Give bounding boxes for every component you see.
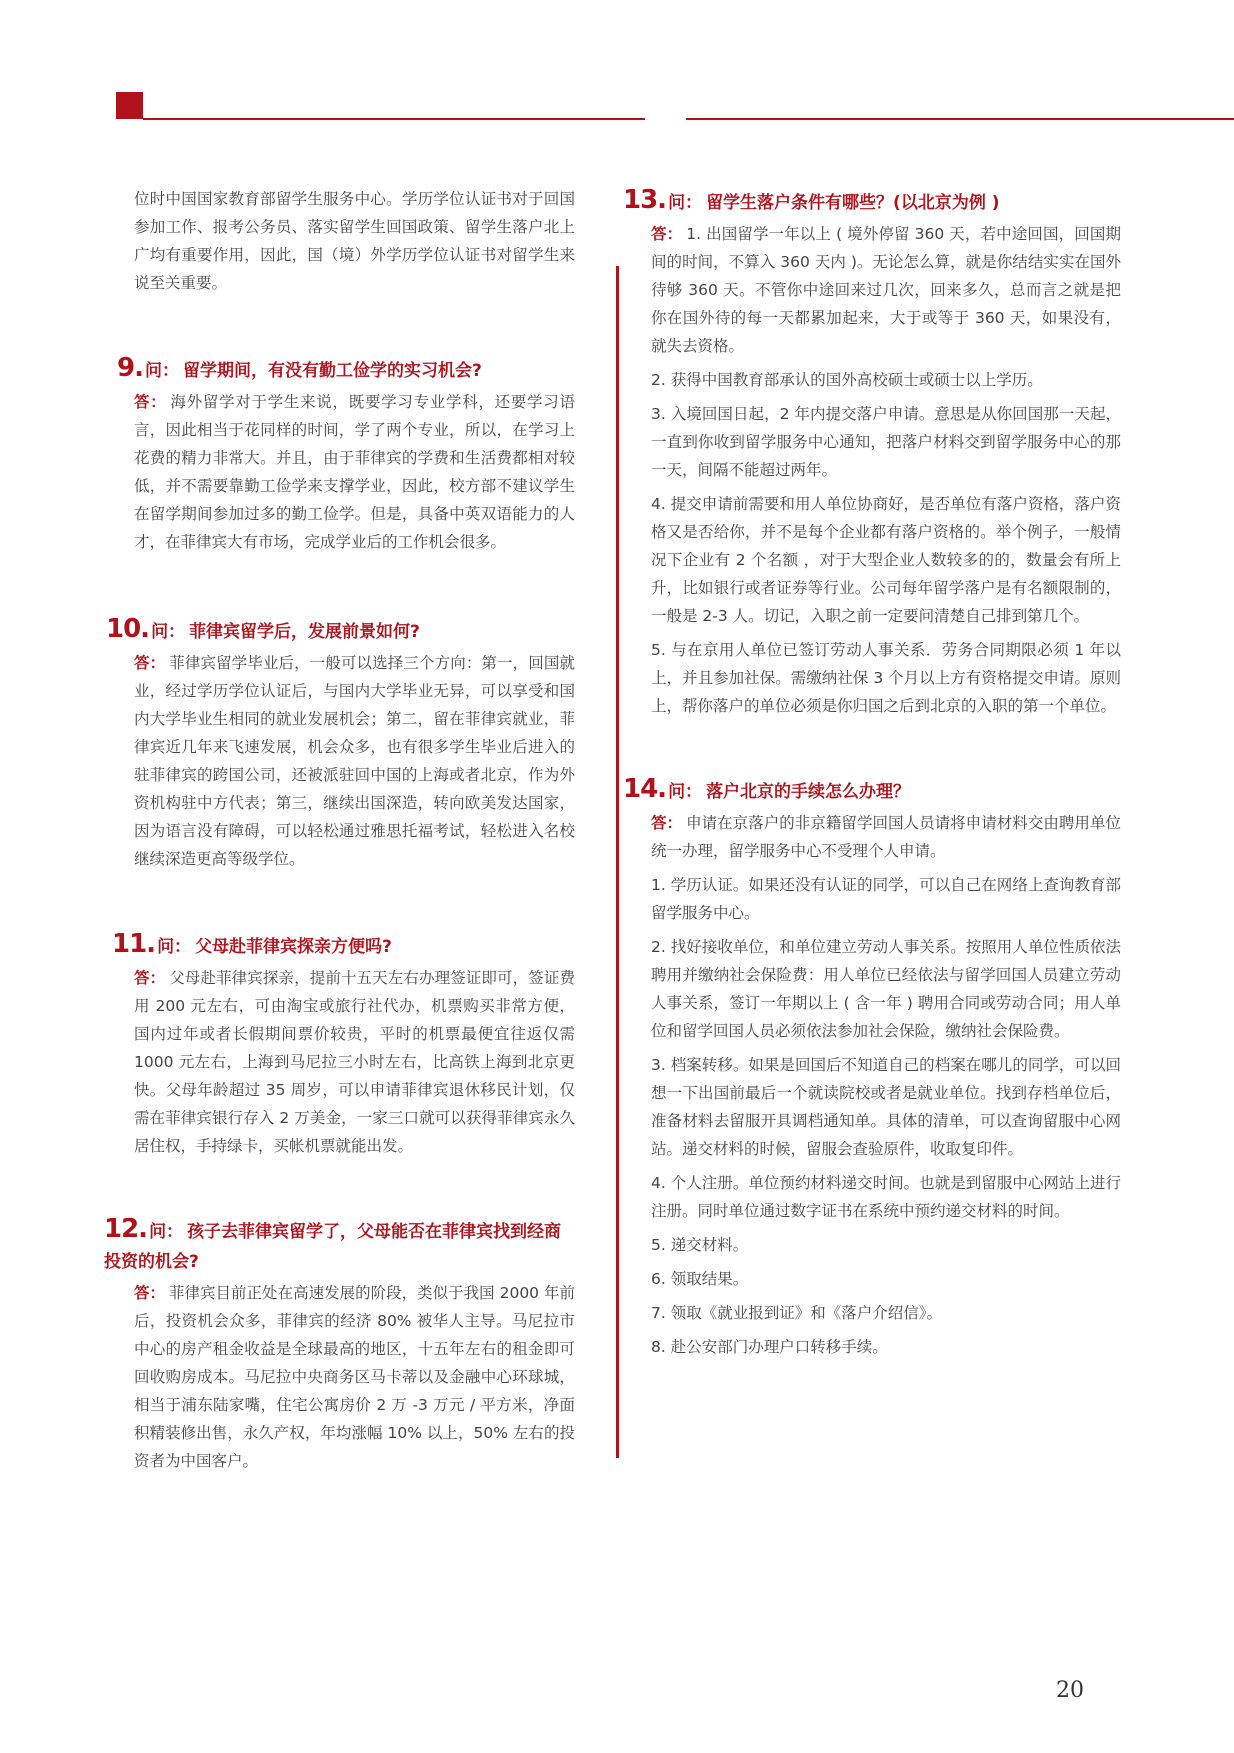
answer-text: 申请在京落户的非京籍留学回国人员请将申请材料交由聘用单位统一办理，留学服务中心不受理个人申请。 xyxy=(651,814,1121,860)
answer-label: 答： xyxy=(134,654,166,672)
question-heading xyxy=(623,774,1121,807)
question-heading xyxy=(104,1214,575,1277)
question-title: 孩子去菲律宾留学了，父母能否在菲律宾找到经商投资的机会? xyxy=(104,1222,562,1272)
question-number: 13. xyxy=(623,185,667,215)
question-title: 留学生落户条件有哪些？(以北京为例 ) xyxy=(706,193,1000,213)
question-heading xyxy=(112,929,575,962)
question-label: 问： xyxy=(668,782,703,802)
answer-text: 父母赴菲律宾探亲，提前十五天左右办理签证即可，签证费用 200 元左右，可由淘宝或旅行社代办，机票购买非常方便，国内过年或者长假期间票价较贵，平时的机票最便宜往返仅需 1000 元左右，上海到马尼拉三小时左右，比高铁上海到北京更快。父母年龄超过 35 周岁，可以申请菲律宾退休移民计划，仅需在菲律宾银行存入 2 万美金，一家三口就可以获得菲律宾永久居住权，手持绿卡，买帐机票就能出发。 xyxy=(134,969,575,1155)
header-rule-right xyxy=(686,118,1234,120)
list-item: 4. 提交申请前需要和用人单位协商好，是否单位有落户资格，落户资格又是否给你，并不是每个企业都有落户资格的。举个例子，一般情况下企业有 2 个名额 ，对于大型企业人数较多的的，数量会有所上升，比如银行或者证券等行业。公司每年留学落户是有名额限制的，一般是 2-3 人。切记，入职之前一定要问清楚自己排到第几个。 xyxy=(651,495,1121,625)
answer-label: 答： xyxy=(134,969,166,987)
question-label: 问： xyxy=(668,193,703,213)
question-label: 问： xyxy=(157,937,192,957)
question-number: 10. xyxy=(106,614,150,644)
question-label: 问： xyxy=(149,1222,184,1242)
list-item: 6. 领取结果。 xyxy=(651,1270,749,1288)
question-number: 11. xyxy=(112,929,156,959)
question-number: 14. xyxy=(623,774,667,804)
header-rule-left xyxy=(143,118,645,120)
answer-paragraph xyxy=(134,1279,575,1475)
list-item: 2. 获得中国教育部承认的国外高校硕士或硕士以上学历。 xyxy=(651,371,1043,389)
list-item: 3. 档案转移。如果是回国后不知道自己的档案在哪儿的同学，可以回想一下出国前最后一个就读院校或者是就业单位。找到存档单位后，准备材料去留服开具调档通知单。具体的清单，可以查询留服中心网站。递交材料的时候，留服会查验原件，收取复印件。 xyxy=(651,1056,1121,1158)
column-divider xyxy=(616,266,619,1458)
question-heading xyxy=(623,185,1121,218)
answer-paragraph xyxy=(134,388,575,556)
header-accent-square xyxy=(116,92,143,119)
answer-label: 答： xyxy=(134,1284,166,1302)
list-item: 4. 个人注册。单位预约材料递交时间。也就是到留服中心网站上进行注册。同时单位通过数字证书在系统中预约递交材料的时间。 xyxy=(651,1174,1121,1220)
answer-text: 1. 出国留学一年以上 ( 境外停留 360 天，若中途回国，回国期间的时间，不算入 360 天内 )。无论怎么算，就是你结结实实在国外待够 360 天。不管你中途回来过几次，回来多久，总而言之就是把你在国外待的每一天都累加起来，大于或等于 360 天，如果没有，就失去资格。 xyxy=(651,225,1121,355)
question-heading xyxy=(117,353,575,386)
question-9 xyxy=(117,353,575,556)
answer-paragraph xyxy=(651,220,1121,360)
list-item: 8. 赴公安部门办理户口转移手续。 xyxy=(651,1338,888,1356)
question-13 xyxy=(623,185,1121,720)
question-10 xyxy=(106,614,575,873)
question-title: 留学期间，有没有勤工俭学的实习机会? xyxy=(182,361,482,381)
list-item: 1. 学历认证。如果还没有认证的同学，可以自己在网络上查询教育部留学服务中心。 xyxy=(651,876,1121,922)
answer-paragraph xyxy=(134,649,575,873)
list-item: 5. 与在京用人单位已签订劳动人事关系．劳务合同期限必须 1 年以上，并且参加社保。需缴纳社保 3 个月以上方有资格提交申请。原则上，帮你落户的单位必须是你归国之后到北京的入职的第一个单位。 xyxy=(651,641,1121,715)
question-14 xyxy=(623,774,1121,1361)
answer-paragraph xyxy=(651,809,1121,865)
answer-text: 菲律宾目前正处在高速发展的阶段，类似于我国 2000 年前后，投资机会众多，菲律宾的经济 80% 被华人主导。马尼拉市中心的房产租金收益是全球最高的地区，十五年左右的租金即可回收购房成本。马尼拉中央商务区马卡蒂以及金融中心环球城，相当于浦东陆家嘴，住宅公寓房价 2 万 -3 万元 / 平方米，净面积精装修出售，永久产权，年均涨幅 10% 以上，50% 左右的投资者为中国客户。 xyxy=(134,1284,575,1470)
list-item: 2. 找好接收单位，和单位建立劳动人事关系。按照用人单位性质依法聘用并缴纳社会保险费：用人单位已经依法与留学回国人员建立劳动人事关系，签订一年期以上 ( 含一年 ) 聘用合同或劳动合同；用人单位和留学回国人员必须依法参加社会保险，缴纳社会保险费。 xyxy=(651,938,1121,1040)
page-number: 20 xyxy=(1056,1678,1084,1703)
list-item: 7. 领取《就业报到证》和《落户介绍信》。 xyxy=(651,1304,942,1322)
answer-paragraph xyxy=(134,964,575,1160)
right-column xyxy=(623,185,1121,1369)
question-number: 12. xyxy=(104,1214,148,1244)
question-heading xyxy=(106,614,575,647)
answer-text: 海外留学对于学生来说，既要学习专业学科，还要学习语言，因此相当于花同样的时间，学了两个专业，所以，在学习上花费的精力非常大。并且，由于菲律宾的学费和生活费都相对较低，并不需要靠勤工俭学来支撑学业，因此，校方部不建议学生在留学期间参加过多的勤工俭学。但是，具备中英双语能力的人才，在菲律宾大有市场，完成学业后的工作机会很多。 xyxy=(134,393,575,551)
question-title: 菲律宾留学后，发展前景如何? xyxy=(189,622,420,642)
question-label: 问： xyxy=(144,361,179,381)
answer-label: 答： xyxy=(651,225,683,243)
question-12 xyxy=(104,1214,575,1475)
left-column xyxy=(104,185,575,1483)
list-item: 5. 递交材料。 xyxy=(651,1236,749,1254)
question-title: 父母赴菲律宾探亲方便吗? xyxy=(195,937,392,957)
question-title: 落户北京的手续怎么办理？ xyxy=(706,782,911,802)
list-item: 3. 入境回国日起，2 年内提交落户申请。意思是从你回国那一天起，一直到你收到留学服务中心通知，把落户材料交到留学服务中心的那一天，间隔不能超过两年。 xyxy=(651,405,1121,479)
answer-label: 答： xyxy=(651,814,683,832)
answer-text: 菲律宾留学毕业后，一般可以选择三个方向：第一，回国就业，经过学历学位认证后，与国内大学毕业无异，可以享受和国内大学毕业生相同的就业发展机会；第二，留在菲律宾就业，菲律宾近几年来飞速发展，机会众多，也有很多学生毕业后进入的驻菲律宾的跨国公司，还被派驻回中国的上海或者北京，作为外资机构驻中方代表；第三，继续出国深造，转向欧美发达国家，因为语言没有障碍，可以轻松通过雅思托福考试，轻松进入名校继续深造更高等级学位。 xyxy=(134,654,575,868)
question-number: 9. xyxy=(117,353,143,383)
question-label: 问： xyxy=(151,622,186,642)
answer-label: 答： xyxy=(134,393,167,411)
intro-paragraph: 位时中国国家教育部留学生服务中心。学历学位认证书对于回国参加工作、报考公务员、落实留学生回国政策、留学生落户北上广均有重要作用，因此，国（境）外学历学位认证书对留学生来说至关重要。 xyxy=(134,190,575,292)
question-11 xyxy=(112,929,575,1160)
